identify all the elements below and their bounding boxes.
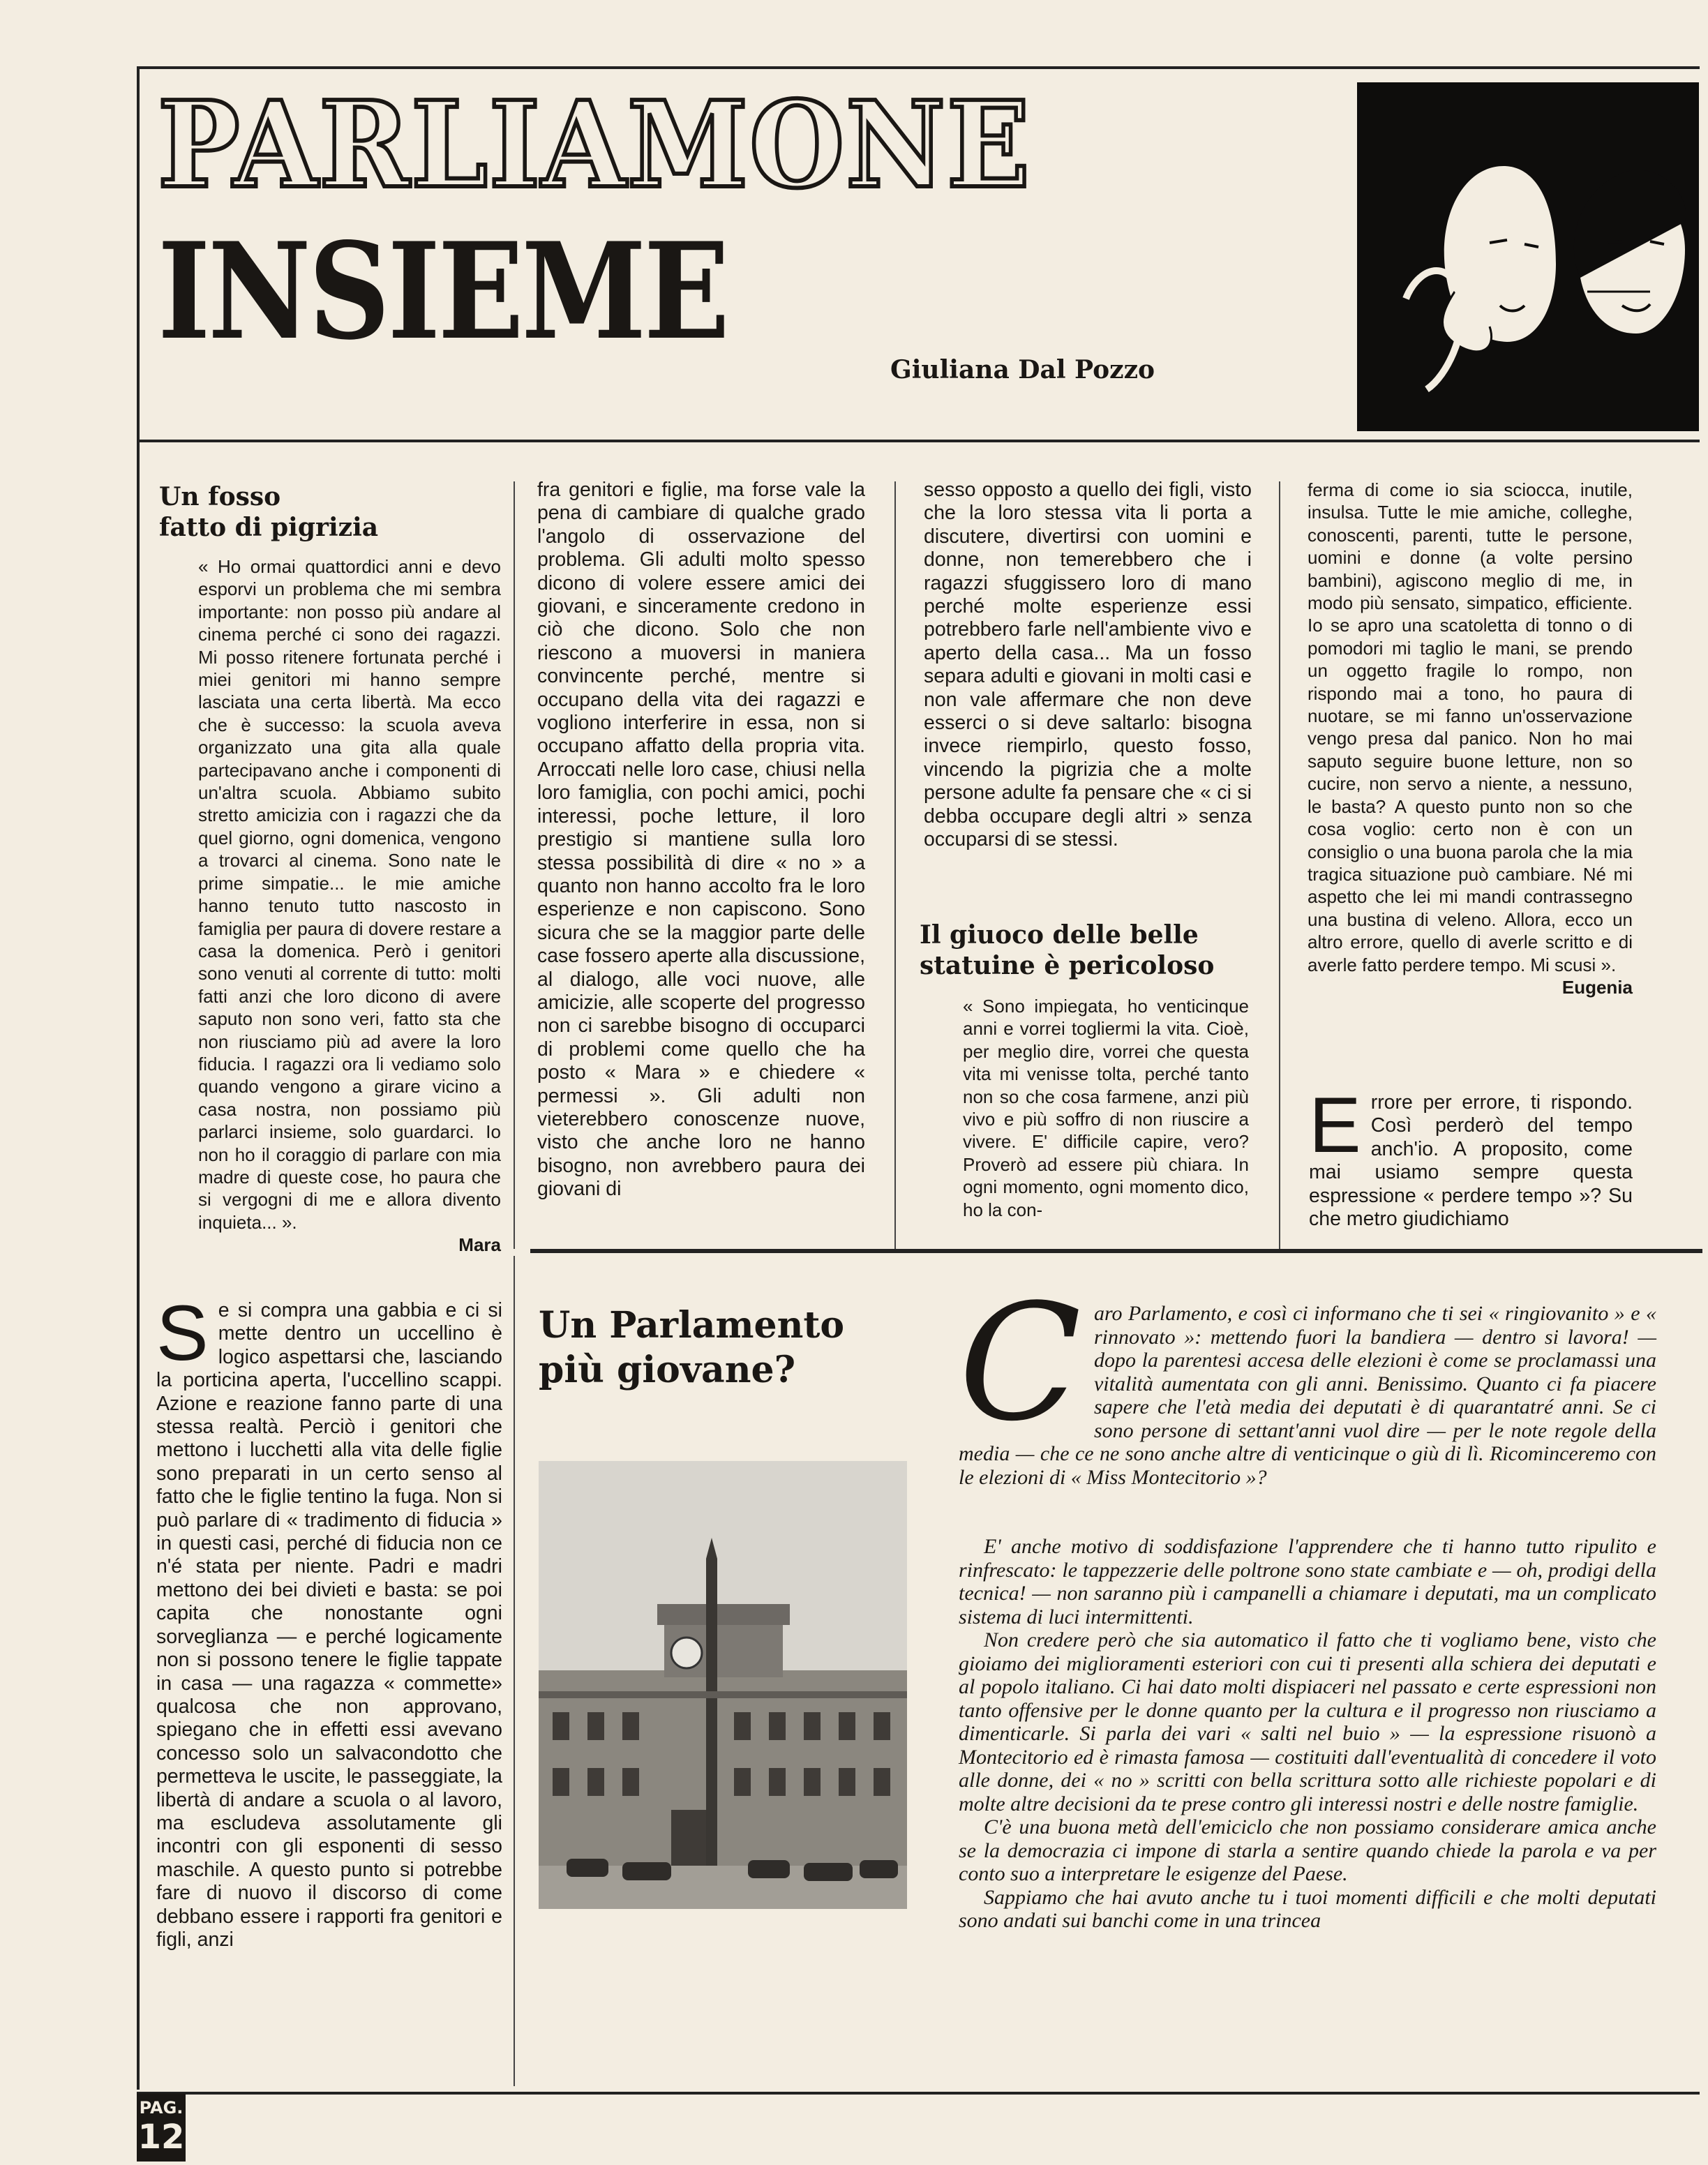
header-bottom-rule (137, 440, 1700, 442)
column-rule-1 (514, 481, 515, 1249)
article1-heading-line1: Un fosso (159, 482, 281, 511)
article2-signature: Eugenia (1561, 976, 1633, 998)
article1-column2 (537, 479, 865, 1201)
article1-reply-text: e si compra una gabbia e ci si mette dentro un uccellino è logico aspettarsi che, lasciando la porticina aperta, l'uccellino scappi. Azione e reazione fanno parte di una stessa realtà. Perciò i genitori che mettono i lucchetti alla vita delle figlie sono preparati in un certo senso al fatto che le figlie tentino la fuga. Non si può parlare di « tradimento di fiducia » in questi casi, perché di fiducia non ce n'é stata per niente. Padri e madri mettono dei bei divieti e basta: se poi capita che nonostante ogni sorveglianza — e perché logicamente non si possono tenere le figlie tappate in casa — una ragazza « commette» qualcosa che non approvano, spiegano che in effetti essi avevano concesso solo un salvacondotto che permetteva le uscite, le passeggiate, la libertà di andare a scuola o al lavoro, ma escludeva assolutamente gli incontri con gli esponenti di sesso maschile. A questo punto si potrebbe fare di nuovo il discorso di come debbano essere i rapporti fra genitori e figli, anzi (156, 1299, 502, 1951)
article2-letter-part2-text: ferma di come io sia sciocca, inutile, insulsa. Tutte le mie amiche, colleghe, conoscenti, parenti, tutte le persone, uomini e donne (a volte persino bambini), agiscono meglio di me, in modo più sensato, simpatico, efficiente. Io se apro una scatoletta di tonno o di pomodori mi taglio le mani, se prendo un oggetto fragile lo rompo, non rispondo mai a tono, ho paura di nuotare, se mi fanno un'osservazione vengo presa dal panico. Non ho mai saputo seguire buone letture, non so cucire, non servo a niente, a nessuno, le basta? A questo punto non so che cosa voglio: certo non è con un consiglio o una buona parola che la mia tragica situazione può cambiare. Né mi aspetto che lei mi mandi contrassegno una bustina di veleno. Allora, ecco un altro errore, quello di averle scritto e di averle fatto perdere tempo. Mi scusi ». (1308, 479, 1633, 975)
article2-heading (920, 920, 1261, 981)
article3-body-top (959, 1271, 1656, 1489)
article1-heading-line2: fatto di pigrizia (159, 513, 379, 542)
page-number: 12 (137, 2118, 185, 2157)
article1-column2-text: fra genitori e figlie, ma forse vale la pena di cambiare di qualche grado l'angolo di osservazione del problema. Gli adulti molto spesso dicono di volere essere amici dei giovani, e sinceramente credono in ciò che dicono. Solo che non riescono a muoversi in maniera convincente perché, mentre si occupano della vita dei ragazzi e vogliono interferire in essa, non si occupano affatto della propria vita. Arroccati nelle loro case, chiusi nella loro famiglia, con pochi amici, pochi interessi, poche letture, il loro prestigio si mantiene sulla loro stessa possibilità di dire « no » a quanto non hanno accolto fra le loro esperienze e non capiscono. Sono sicura che se la maggior parte delle case fossero aperte alla discussione, al dialogo, alle voci nuove, alle amicizie, alle scoperte del progresso non ci sarebbe bisogno di occuparci di problemi come quello che ha posto « Mara » e chiedere « permessi ». Gli adulti non vieterebbero conoscenze nuove, visto che anche loro ne hanno bisogno, non avrebbero paura dei giovani di (537, 479, 865, 1201)
article3-body (959, 1535, 1656, 1933)
column-rule-3 (1279, 481, 1280, 1249)
article1-reply-dropcap: S (156, 1289, 209, 1377)
palace-photo-image (539, 1461, 907, 1909)
article2-heading-line2: statuine è pericoloso (920, 951, 1215, 980)
article3-heading-line1: Un Parlamento (539, 1304, 845, 1347)
article1-heading (159, 481, 501, 543)
title-line-outline: PARLIAMONE (158, 75, 1031, 215)
author-byline: Giuliana Dal Pozzo (890, 355, 1155, 384)
article1-column3-text: sesso opposto a quello dei figli, visto che la loro stessa vita li porta a discutere, divertirsi con uomini e donne, non temerebbero che i ragazzi sfuggissero loro di mano perché molte esperienze essi potrebbero farle nell'ambiente vivo e aperto della casa... Ma un fosso separa adulti e giovani in molti casi e non vale affermare che non deve esserci o si deve saltarlo: bisogna invece riempirlo, questo fosso, vincendo la pigrizia che a molte persone adulte fa pensare che « ci si debba occupare degli altri » senza occuparsi di se stessi. (924, 479, 1252, 851)
article3-paragraph-3: Non credere però che sia automatico il fatto che ti vogliamo bene, visto che gioiamo dei miglioramenti esteriori con cui ti presenti alla schiera dei deputati e al popolo italiano. Ci hai dato molti dispiaceri nel passato e certe espressioni non tanto offensive per le donne quanto per la cultura e il progresso non riusciamo a dimenticarle. Si parla dei vari « salti nel buio » — la espressione risuonò a Montecitorio ed è rimasta famosa — costituiti dall'eventualità di concedere il voto alle donne, dei « no » scritti con bella scrittura sotto alle richieste popolari e di molte altre decisioni da te prese contro gli interessi nostri e delle nostre famiglie. (959, 1628, 1656, 1815)
article3-paragraph-4: C'è una buona metà dell'emiciclo che non possiamo considerare amica anche se la democrazia ci impone di starla a sentire quando chiede la parola e va per conto suo a interpretare le esigenze del Paese. (959, 1815, 1656, 1885)
left-border-rule (137, 66, 140, 2090)
masthead-title (158, 75, 1225, 382)
two-women-illustration (1357, 82, 1699, 431)
bottom-border-rule (137, 2092, 1700, 2095)
article2-letter-part1-text: « Sono impiegata, ho venticinque anni e vorrei togliermi la vita. Cioè, per meglio dire, vorrei che questa vita mi venisse tolta, perché tanto non so che cosa farmene, anzi più vivo e più soffro di non riuscire a vivere. E' difficile capire, vero? Proverò ad essere più chiara. In ogni momento, ogni momento dico, ho la con- (963, 996, 1249, 1220)
article2-reply (1309, 1081, 1633, 1231)
section-divider-rule (530, 1249, 1702, 1253)
montecitorio-photo (539, 1461, 907, 1909)
article1-signature: Mara (458, 1234, 501, 1256)
article3-heading (539, 1303, 929, 1393)
article3-dropcap: C (959, 1271, 1081, 1457)
article1-letter-text: « Ho ormai quattordici anni e devo esporvi un problema che mi sembra importante: non posso più andare al cinema perché ci sono dei ragazzi. Mi posso ritenere fortunata perché i miei genitori mi hanno sempre lasciata una certa libertà. Ma ecco che è successo: la scuola aveva organizzato una gita alla quale partecipavano anche i componenti di un'altra scuola. Abbiamo subito stretto amicizia con i ragazzi che da quel giorno, ogni domenica, vengono a trovarci al cinema. Sono nate le prime simpatie... le mie amiche hanno tenuto tutto nascosto in famiglia per paura di dovere restare a casa la domenica. Però i genitori sono venuti al corrente di tutto: molti fatti anzi che loro dicono di avere saputo non sono veri, fatto sta che non riusciamo più ad avere la loro fiducia. I ragazzi ora li vediamo solo quando vengono a girare vicino a casa nostra, non possiamo più parlarci insieme, solo guardarci. Io non ho il coraggio di parlare con mia madre di queste cose, ho paura che si vergogni di me e allora divento inquieta... ». (198, 556, 501, 1233)
article2-letter-part1 (963, 995, 1249, 1221)
page-number-badge (137, 2093, 186, 2162)
article3-paragraph-1: aro Parlamento, e così ci informano che ti sei « ringiovanito » e « rinnovato »: mettendo fuori la bandiera — dentro si lavora! — dopo la parentesi accesa delle elezioni è come se proclamassi una vitalità aumentata con gli anni. Benissimo. Quanto ci fa piacere sapere che l'età media dei deputati è di quarantatré anni. Se ci sono persone di settant'anni vuol dire — per le note regole della media — che ce ne sono anche altre di venticinque o giù di lì. Ricominceremo con le elezioni di « Miss Montecitorio »? (959, 1302, 1656, 1489)
article3-heading-line2: più giovane? (539, 1349, 796, 1391)
article2-letter-part2 (1308, 479, 1633, 998)
title-line-solid: INSIEME (158, 213, 728, 369)
article3-paragraph-5: Sappiamo che hai avuto anche tu i tuoi momenti difficili e che molti deputati sono andati sui banchi come in una trincea (959, 1885, 1656, 1932)
column-rule-2 (894, 481, 896, 1249)
header-illustration (1357, 82, 1699, 431)
article2-reply-text: rrore per errore, ti rispondo. Così perderò del tempo anch'io. A proposito, come mai usiamo sempre questa espressione « perdere tempo »? Su che metro giudichiamo (1309, 1091, 1633, 1231)
article2-reply-dropcap: E (1309, 1081, 1361, 1169)
page-label: PAG. (139, 2098, 183, 2118)
article1-letter (198, 555, 501, 1257)
article3-paragraph-2: E' anche motivo di soddisfazione l'apprendere che ti hanno tutto ripulito e rinfrescato: le tappezzerie delle poltrone sono state cambiate e — oh, prodigi della tecnica! — non saranno più i campanelli a chiamare i deputati, ma un complicato sistema di luci intermittenti. (959, 1535, 1656, 1628)
top-border-rule (137, 66, 1700, 69)
article2-heading-line1: Il giuoco delle belle (920, 920, 1199, 950)
article1-column3 (924, 479, 1252, 852)
article1-reply (156, 1289, 502, 1952)
column-rule-4 (514, 1256, 515, 2086)
